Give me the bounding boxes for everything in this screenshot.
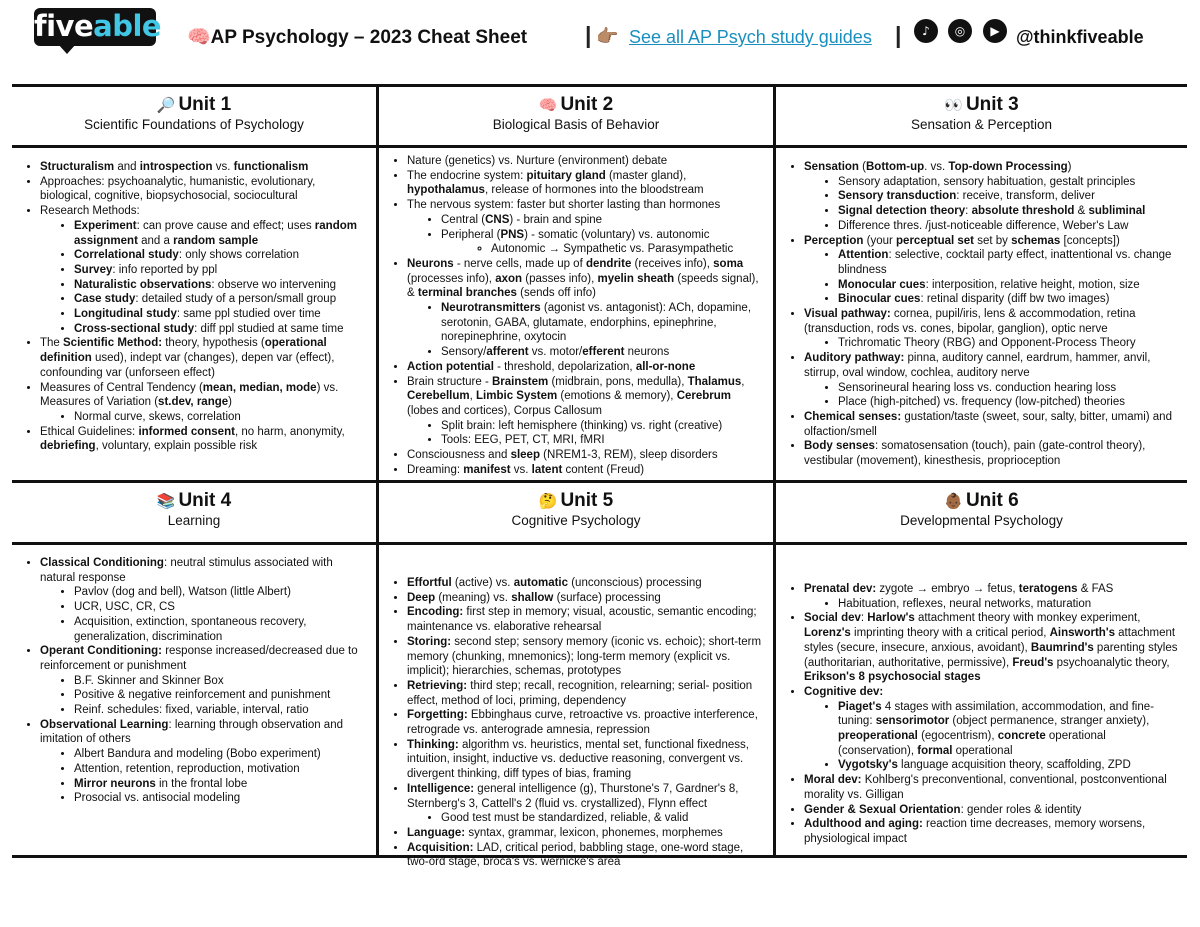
- unit-body: [26, 556, 368, 806]
- unit-emoji-icon: 🔎: [156, 96, 176, 114]
- bullet-item: [40, 204, 368, 336]
- sub-bullet-item: [74, 674, 368, 689]
- bullet-text: Cognitive dev:: [804, 685, 884, 698]
- sub-bullet-item: [838, 758, 1179, 773]
- fiveable-logo[interactable]: [34, 8, 162, 46]
- unit-4-panel: [12, 480, 376, 858]
- sub-bullet-item: [74, 248, 368, 263]
- bullet-item: [407, 463, 765, 478]
- bullet-text: Neurotransmitters (agonist vs. antagonist): ACh, dopamine, serotonin, GABA, glutamate, endorphins, epinephrine, norepinephrine, oxytocin: [441, 302, 752, 344]
- sub-bullet-item: [74, 747, 368, 762]
- bullet-text: Storing: second step; sensory memory (iconic vs. echoic); short-term memory (chunking, mnemonics); long-term memory (explicit vs. implicit); hierarchies, schemas, prototypes: [407, 635, 762, 678]
- bullet-text: Sensory/afferent vs. motor/efferent neurons: [441, 346, 670, 359]
- bullet-text: Effortful (active) vs. automatic (unconscious) processing: [407, 577, 702, 589]
- sub-bullet-list: [441, 242, 765, 257]
- unit-1-panel: [12, 84, 376, 480]
- bullet-list: [26, 556, 368, 806]
- unit-body: [790, 582, 1179, 847]
- sub-bullet-item: [838, 292, 1179, 307]
- sub-bullet-item: [838, 336, 1179, 351]
- bullet-item: [407, 154, 765, 169]
- bullet-text: The endocrine system: pituitary gland (master gland), hypothalamus, release of hormones into the bloodstream: [407, 169, 704, 197]
- bullet-text: Neurons - nerve cells, made up of dendrite (receives info), soma (processes info), axon (passes info), myelin sheath (speeds signal), & terminal branches (sends off info): [407, 257, 759, 300]
- sub-bullet-list: [407, 301, 765, 360]
- bullet-item: [40, 556, 368, 644]
- bullet-list: [393, 154, 765, 477]
- bullet-text: Sensory transduction: receive, transform, deliver: [838, 190, 1095, 203]
- sub-bullet-item: [74, 615, 368, 644]
- bullet-text: Moral dev: Kohlberg's preconventional, conventional, postconventional morality vs. Gilligan: [804, 774, 1167, 801]
- bullet-text: Place (high-pitched) vs. frequency (low-pitched) theories: [838, 396, 1125, 409]
- bullet-text: Attention, retention, reproduction, motivation: [74, 762, 300, 775]
- unit-title: [379, 490, 773, 512]
- unit-title-text: Unit 1: [178, 94, 232, 115]
- bullet-text: Survey: info reported by ppl: [74, 263, 218, 276]
- study-guides-link[interactable]: See all AP Psych study guides: [629, 27, 872, 47]
- header-divider: |: [585, 22, 592, 48]
- sub-bullet-list: [40, 410, 368, 425]
- sub-bullet-list: [407, 419, 765, 448]
- bullet-text: Action potential - threshold, depolarization, all-or-none: [407, 360, 696, 373]
- bullet-item: [804, 611, 1179, 685]
- unit-emoji-icon: 🧠: [538, 96, 558, 114]
- brain-icon: 🧠: [187, 27, 211, 48]
- sub-bullet-item: [74, 322, 368, 337]
- bullet-text: UCR, USC, CR, CS: [74, 601, 175, 614]
- bullet-item: [407, 826, 765, 841]
- sub-bullet-item: [74, 791, 368, 806]
- sub-bullet-item: [74, 600, 368, 615]
- bullet-text: Normal curve, skews, correlation: [74, 410, 241, 423]
- sub-bullet-item: [838, 248, 1179, 277]
- bullet-text: Adulthood and aging: reaction time decreases, memory worsens, physiological impact: [804, 818, 1146, 845]
- sub-bullet-item: [838, 189, 1179, 204]
- bullet-item: [804, 234, 1179, 308]
- cheat-sheet-grid: [12, 84, 1187, 869]
- bullet-text: Forgetting: Ebbinghaus curve, retroactive vs. proactive interference, retrograde vs. anterograde amnesia, repression: [407, 709, 758, 737]
- bullet-item: [804, 307, 1179, 351]
- sub-bullet-item: [74, 292, 368, 307]
- bullet-text: Chemical senses: gustation/taste (sweet, sour, salty, bitter, umami) and olfaction/smell: [804, 410, 1172, 438]
- unit-title: [776, 94, 1187, 116]
- bullet-text: Good test must be standardized, reliable, & valid: [441, 812, 689, 825]
- sub-bullet-item: [838, 204, 1179, 219]
- unit-header: [12, 480, 376, 530]
- bullet-list: [393, 576, 765, 870]
- bullet-text: Central (CNS) - brain and spine: [441, 213, 603, 226]
- youtube-icon[interactable]: ▶: [983, 19, 1007, 43]
- sub-bullet-item: [441, 811, 765, 826]
- bullet-text: Deep (meaning) vs. shallow (surface) processing: [407, 591, 661, 604]
- bullet-item: [804, 410, 1179, 439]
- unit-body: [393, 576, 765, 870]
- sub-bullet-item: [838, 597, 1179, 612]
- bullet-item: [407, 360, 765, 375]
- bullet-item: [804, 685, 1179, 773]
- header-divider: |: [895, 22, 902, 48]
- bullet-item: [407, 257, 765, 360]
- bullet-item: [407, 782, 765, 826]
- sub-bullet-list: [40, 219, 368, 337]
- logo-text-five: five: [34, 9, 94, 43]
- unit-emoji-icon: 🤔: [538, 492, 558, 510]
- unit-subtitle: Cognitive Psychology: [511, 513, 641, 528]
- bullet-text: Peripheral (PNS) - somatic (voluntary) vs. autonomic: [441, 228, 710, 241]
- unit-header: [379, 480, 773, 530]
- sub-bullet-item: [491, 242, 765, 257]
- bullet-text: Research Methods:: [40, 205, 140, 218]
- bullet-item: [407, 708, 765, 737]
- bullet-text: Perception (your perceptual set set by schemas [concepts]): [804, 234, 1120, 247]
- bullet-text: Piaget's 4 stages with assimilation, accommodation, and fine-tuning: sensorimotor (object permanence, stranger anxiety), preoperational (egocentrism), concrete operational (conservation), formal operational: [838, 700, 1154, 757]
- instagram-icon[interactable]: ◎: [948, 19, 972, 43]
- sub-bullet-item: [838, 219, 1179, 234]
- sub-bullet-item: [838, 381, 1179, 396]
- page-header: [0, 0, 1200, 80]
- bullet-item: [407, 738, 765, 782]
- bullet-text: Tools: EEG, PET, CT, MRI, fMRI: [441, 434, 605, 447]
- sub-bullet-item: [441, 419, 765, 434]
- bullet-item: [40, 160, 368, 175]
- sub-bullet-item: [74, 278, 368, 293]
- sub-bullet-list: [804, 175, 1179, 234]
- sub-bullet-list: [40, 747, 368, 806]
- unit-header: [379, 84, 773, 134]
- sub-bullet-item: [74, 219, 368, 248]
- sub-bullet-item: [74, 585, 368, 600]
- unit-title: [379, 94, 773, 116]
- sub-bullet-item: [74, 410, 368, 425]
- bullet-item: [804, 160, 1179, 234]
- bullet-text: Habituation, reflexes, neural networks, maturation: [838, 597, 1092, 610]
- bullet-text: Operant Conditioning: response increased/decreased due to reinforcement or punishment: [40, 645, 358, 672]
- bullet-text: Observational Learning: learning through observation and imitation of others: [40, 718, 343, 746]
- sub-bullet-item: [441, 301, 765, 345]
- bullet-item: [804, 803, 1179, 818]
- bullet-item: [804, 582, 1179, 611]
- bullet-text: Pavlov (dog and bell), Watson (little Albert): [74, 586, 291, 599]
- bullet-item: [407, 448, 765, 463]
- unit-title: [12, 94, 376, 116]
- sub-bullet-item: [441, 345, 765, 360]
- sub-bullet-list: [407, 811, 765, 826]
- bullet-text: Autonomic → Sympathetic vs. Parasympathetic: [491, 243, 734, 256]
- sub-bullet-list: [407, 213, 765, 257]
- unit-title-text: Unit 3: [965, 94, 1019, 115]
- bullet-text: Classical Conditioning: neutral stimulus associated with natural response: [40, 557, 333, 584]
- sub-bullet-list: [804, 336, 1179, 351]
- bullet-text: Correlational study: only shows correlation: [74, 249, 299, 262]
- sub-bullet-list: [804, 248, 1179, 307]
- unit-3-panel: [776, 84, 1187, 480]
- bullet-text: Structuralism and introspection vs. functionalism: [40, 161, 309, 173]
- bullet-item: [40, 718, 368, 806]
- bullet-item: [407, 679, 765, 708]
- bullet-list: [26, 160, 368, 454]
- bullet-text: Monocular cues: interposition, relative height, motion, size: [838, 278, 1140, 291]
- sub-bullet-item: [838, 278, 1179, 293]
- bullet-item: [804, 817, 1179, 846]
- bullet-list: [790, 582, 1179, 847]
- social-handle[interactable]: @thinkfiveable: [1016, 27, 1144, 47]
- bullet-text: Naturalistic observations: observe wo intervening: [74, 278, 337, 291]
- bullet-text: Measures of Central Tendency (mean, median, mode) vs. Measures of Variation (st.dev, range): [40, 381, 339, 409]
- bullet-item: [40, 425, 368, 454]
- bullet-text: Prosocial vs. antisocial modeling: [74, 792, 241, 805]
- bullet-text: Sensory adaptation, sensory habituation, gestalt principles: [838, 175, 1136, 188]
- bullet-text: Approaches: psychoanalytic, humanistic, evolutionary, biological, cognitive, biopsychosocial, sociocultural: [40, 175, 316, 203]
- bullet-text: Experiment: can prove cause and effect; uses random assignment and a random sample: [74, 219, 357, 247]
- unit-subtitle: Developmental Psychology: [900, 513, 1063, 528]
- unit-body: [26, 160, 368, 454]
- bullet-text: Cross-sectional study: diff ppl studied at same time: [74, 322, 344, 335]
- bullet-text: Consciousness and sleep (NREM1-3, REM), sleep disorders: [407, 449, 718, 462]
- bullet-text: Auditory pathway: pinna, auditory cannel, eardrum, hammer, anvil, stirrup, oval window, cochlea, auditory nerve: [804, 352, 1151, 379]
- bullet-item: [407, 635, 765, 679]
- bullet-text: Nature (genetics) vs. Nurture (environment) debate: [407, 155, 668, 167]
- unit-header: [776, 84, 1187, 134]
- bullet-text: Brain structure - Brainstem (midbrain, pons, medulla), Thalamus, Cerebellum, Limbic System (emotions & memory), Cerebrum (lobes and cortices), Corpus Callosum: [407, 375, 745, 417]
- bullet-item: [407, 591, 765, 606]
- unit-title: [12, 490, 376, 512]
- page-title-text: AP Psychology – 2023 Cheat Sheet: [210, 27, 528, 48]
- bullet-text: Longitudinal study: same ppl studied over time: [74, 308, 321, 321]
- bullet-item: [40, 175, 368, 204]
- bullet-text: Difference thres. /just-noticeable difference, Weber's Law: [838, 219, 1129, 232]
- bullet-item: [407, 605, 765, 634]
- bullet-text: Attention: selective, cocktail party effect, inattentional vs. change blindness: [838, 249, 1172, 276]
- sub-bullet-item: [441, 213, 765, 228]
- bullet-text: Visual pathway: cornea, pupil/iris, lens & accommodation, retina (transduction, rods vs. cones, bipolar, ganglion), optic nerve: [804, 308, 1136, 335]
- sub-bullet-item: [74, 307, 368, 322]
- unit-subtitle: Biological Basis of Behavior: [492, 117, 660, 132]
- bullet-text: Binocular cues: retinal disparity (diff bw two images): [838, 293, 1110, 306]
- sub-bullet-item: [74, 703, 368, 718]
- bullet-item: [407, 198, 765, 257]
- sub-bullet-item: [838, 395, 1179, 410]
- sub-bullet-list: [804, 381, 1179, 410]
- bullet-text: Ethical Guidelines: informed consent, no harm, anonymity, debriefing, voluntary, explain possible risk: [40, 425, 345, 453]
- unit-body: [790, 160, 1179, 469]
- bullet-item: [804, 773, 1179, 802]
- sub-bullet-list: [804, 597, 1179, 612]
- unit-6-panel: [776, 480, 1187, 858]
- bullet-text: Signal detection theory: absolute threshold & subliminal: [838, 205, 1146, 218]
- sub-bullet-list: [804, 700, 1179, 774]
- bullet-item: [40, 381, 368, 425]
- bullet-text: The Scientific Method: theory, hypothesis (operational definition used), indept var (changes), depen var (effect), confounding var (unforseen effect): [40, 337, 335, 379]
- bullet-item: [40, 336, 368, 380]
- logo-speech-tail: [58, 44, 76, 54]
- bullet-text: Prenatal dev: zygote → embryo → fetus, teratogens & FAS: [804, 583, 1114, 595]
- bullet-text: Vygotsky's language acquisition theory, scaffolding, ZPD: [838, 759, 1131, 772]
- bullet-text: Reinf. schedules: fixed, variable, interval, ratio: [74, 704, 309, 717]
- bullet-item: [40, 644, 368, 718]
- unit-5-panel: [379, 480, 773, 869]
- bullet-text: Sensation (Bottom-up. vs. Top-down Processing): [804, 161, 1072, 173]
- bullet-text: Gender & Sexual Orientation: gender roles & identity: [804, 803, 1082, 816]
- unit-title: [776, 490, 1187, 512]
- bullet-text: Mirror neurons in the frontal lobe: [74, 777, 248, 790]
- bullet-text: Language: syntax, grammar, lexicon, phonemes, morphemes: [407, 826, 723, 839]
- bullet-text: Retrieving: third step; recall, recognition, relearning; serial- position effect, method of loci, priming, dependency: [407, 679, 753, 707]
- unit-emoji-icon: 👀: [944, 96, 963, 114]
- sub-bullet-item: [74, 762, 368, 777]
- bullet-item: [407, 841, 765, 870]
- bullet-text: Acquisition, extinction, spontaneous recovery, generalization, discrimination: [74, 615, 307, 643]
- unit-emoji-icon: 👶🏾: [944, 492, 963, 510]
- bullet-item: [804, 439, 1179, 468]
- bullet-text: Case study: detailed study of a person/small group: [74, 293, 337, 306]
- pointing-hand-icon: 👉🏽: [596, 26, 619, 46]
- bullet-item: [407, 375, 765, 449]
- bullet-text: Social dev: Harlow's attachment theory with monkey experiment, Lorenz's imprinting theory with a critical period, Ainsworth's attachment styles (secure, insecure, anxious, avoidant), Baumrind's parenting styles (authoritarian, authoritative, permissive), Freud's psychoanalytic theory, Erikson's 8 psychosocial stages: [804, 612, 1178, 684]
- unit-subtitle: Learning: [167, 513, 221, 528]
- unit-title-text: Unit 5: [560, 490, 614, 511]
- logo-text-able: able: [93, 9, 162, 43]
- unit-body: [393, 154, 765, 477]
- bullet-item: [407, 169, 765, 198]
- sub-bullet-item: [441, 228, 765, 257]
- bullet-text: Thinking: algorithm vs. heuristics, mental set, functional fixedness, intuition, insight, inductive vs. deductive reasoning, convergent vs. divergent thinking, diff types of bias, framing: [407, 738, 749, 781]
- sub-bullet-item: [838, 175, 1179, 190]
- unit-title-text: Unit 6: [965, 490, 1019, 511]
- bullet-text: Albert Bandura and modeling (Bobo experiment): [74, 748, 321, 761]
- bullet-item: [407, 576, 765, 591]
- unit-emoji-icon: 📚: [156, 492, 176, 510]
- bullet-text: Positive & negative reinforcement and punishment: [74, 689, 331, 702]
- bullet-text: The nervous system: faster but shorter lasting than hormones: [407, 199, 721, 212]
- bullet-text: Encoding: first step in memory; visual, acoustic, semantic encoding; maintenance vs. elaborative rehearsal: [407, 606, 757, 634]
- bullet-text: Acquisition: LAD, critical period, babbling stage, one-word stage, two-ord stage, broca's vs. wernicke's area: [407, 841, 744, 869]
- unit-subtitle: Sensation & Perception: [910, 117, 1053, 132]
- sub-bullet-item: [838, 700, 1179, 759]
- bullet-text: B.F. Skinner and Skinner Box: [74, 674, 224, 687]
- bullet-text: Trichromatic Theory (RBG) and Opponent-Process Theory: [838, 337, 1136, 350]
- bullet-text: Dreaming: manifest vs. latent content (Freud): [407, 463, 645, 476]
- page-title: [187, 25, 527, 49]
- sub-bullet-item: [74, 688, 368, 703]
- sub-bullet-list: [40, 674, 368, 718]
- tiktok-icon[interactable]: ♪: [914, 19, 938, 43]
- sub-bullet-list: [40, 585, 368, 644]
- sub-bullet-item: [74, 263, 368, 278]
- unit-title-text: Unit 4: [178, 490, 232, 511]
- unit-2-panel: [379, 84, 773, 480]
- bullet-text: Intelligence: general intelligence (g), Thurstone's 7, Gardner's 8, Sternberg's 3, Cattell's 2 (fluid vs. crystallized), Flynn effect: [407, 782, 739, 810]
- sub-bullet-item: [74, 777, 368, 792]
- bullet-list: [790, 160, 1179, 469]
- unit-subtitle: Scientific Foundations of Psychology: [84, 117, 304, 132]
- bullet-item: [804, 351, 1179, 410]
- bullet-text: Split brain: left hemisphere (thinking) vs. right (creative): [441, 419, 723, 432]
- bullet-text: Body senses: somatosensation (touch), pain (gate-control theory), vestibular (movement), kinesthesis, proprioception: [804, 440, 1146, 468]
- unit-header: [776, 480, 1187, 530]
- unit-header: [12, 84, 376, 134]
- bullet-text: Sensorineural hearing loss vs. conduction hearing loss: [838, 381, 1117, 394]
- sub-bullet-item: [441, 433, 765, 448]
- unit-title-text: Unit 2: [560, 94, 614, 115]
